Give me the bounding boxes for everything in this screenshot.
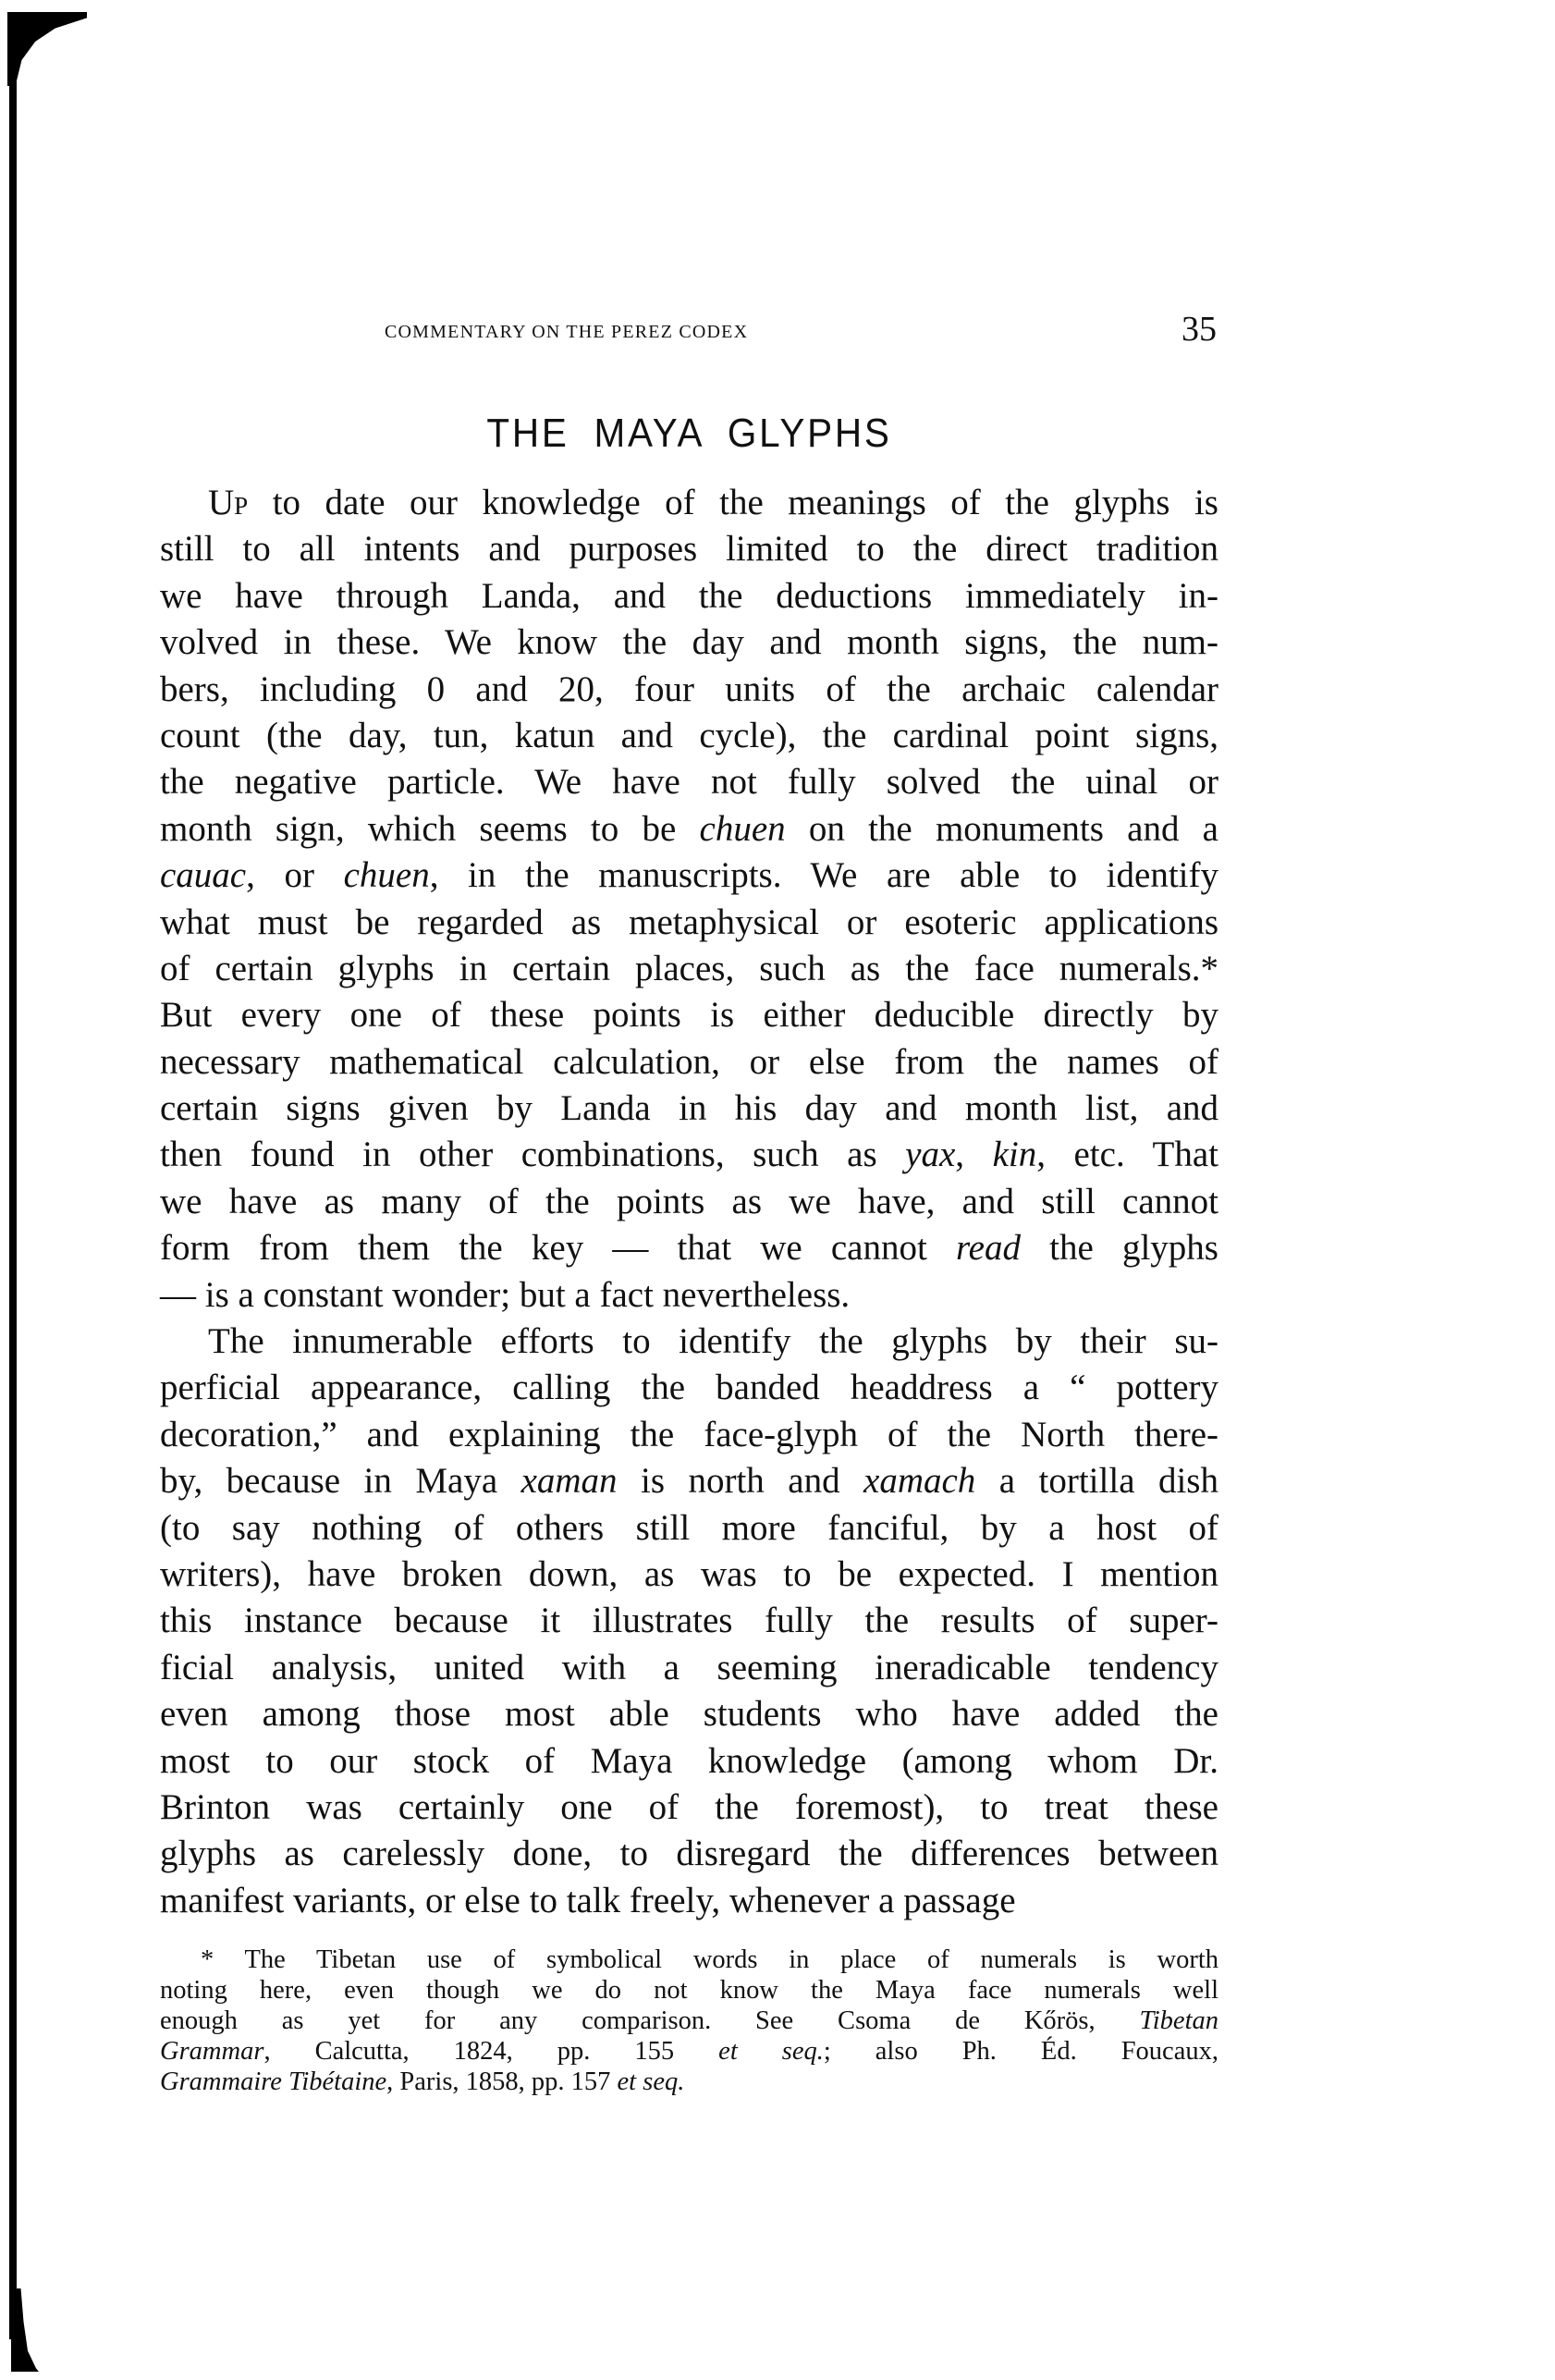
- text-run: certain signs given by Landa in his day and month list, and: [160, 1088, 1218, 1129]
- text-run: ,: [955, 1135, 993, 1175]
- text-run: perficial appearance, calling the banded headdress a “ pottery: [160, 1368, 1218, 1408]
- body-line: [160, 1505, 1218, 1552]
- body-line: [160, 480, 1218, 526]
- body-line: [160, 526, 1218, 572]
- body-line: [160, 1738, 1218, 1785]
- footnote-line: [160, 2006, 1218, 2036]
- text-run: Brinton was certainly one of the foremost), to treat these: [160, 1786, 1218, 1827]
- scan-border-top-corner: [7, 12, 87, 86]
- text-run: volved in these. We know the day and month signs, the num-: [160, 622, 1218, 663]
- text-run: we have through Landa, and the deductions immediately in-: [160, 575, 1218, 616]
- text-run: count (the day, tun, katun and cycle), the cardinal point signs,: [160, 715, 1218, 755]
- text-run: this instance because it illustrates fully the results of super-: [160, 1601, 1218, 1641]
- text-run: most to our stock of Maya knowledge (among whom Dr.: [160, 1740, 1218, 1781]
- body-line: [160, 1831, 1218, 1877]
- italic-term: yax: [905, 1135, 956, 1175]
- text-run: , Paris, 1858, pp. 157: [386, 2067, 618, 2096]
- body-line: [160, 1272, 1218, 1319]
- body-line: [160, 900, 1218, 946]
- text-run: a tortilla dish: [975, 1461, 1218, 1502]
- italic-term: cauac: [160, 855, 247, 896]
- text-run: by, because in Maya: [160, 1461, 521, 1502]
- italic-term: chuen: [343, 855, 430, 896]
- body-line: [160, 1691, 1218, 1737]
- running-head-title: COMMENTARY ON THE PEREZ CODEX: [385, 322, 749, 342]
- italic-term: xamach: [863, 1461, 976, 1502]
- body-line: [160, 1039, 1218, 1086]
- text-run: But every one of these points is either deducible directly by: [160, 995, 1218, 1036]
- text-run: , or: [246, 855, 344, 896]
- footnote-line: [160, 2036, 1218, 2067]
- body-line: [160, 1086, 1218, 1132]
- italic-term: et seq.: [718, 2037, 824, 2066]
- body-line: [160, 620, 1218, 666]
- italic-term: chuen: [699, 808, 786, 849]
- body-line: [160, 713, 1218, 759]
- italic-term: Grammar: [160, 2037, 264, 2066]
- section-title: THE MAYA GLYPHS: [486, 411, 892, 456]
- body-line: [160, 1412, 1218, 1458]
- body-line: [160, 806, 1218, 853]
- body-line: [160, 1878, 1218, 1924]
- text-run: of certain glyphs in certain places, such as the face numerals.*: [160, 948, 1218, 988]
- footnote: [160, 1944, 1218, 2097]
- text-run: even among those most able students who have added the: [160, 1694, 1218, 1735]
- body-line: [160, 1598, 1218, 1644]
- body-line: [160, 1645, 1218, 1691]
- text-run: form from them the key — that we cannot: [160, 1228, 956, 1269]
- body-line: [160, 853, 1218, 899]
- body-line: [160, 1132, 1218, 1178]
- text-run: , Calcutta, 1824, pp. 155: [263, 2037, 719, 2066]
- body-line: [160, 759, 1218, 805]
- body-line: [160, 1319, 1218, 1365]
- text-run: is north and: [617, 1461, 864, 1502]
- text-run: enough as yet for any comparison. See Csoma de Kőrös,: [160, 2006, 1140, 2035]
- italic-term: xaman: [520, 1461, 618, 1502]
- body-line: [160, 1179, 1218, 1225]
- text-run: we have as many of the points as we have, and still cannot: [160, 1181, 1218, 1221]
- italic-term: Grammaire Tibétaine: [160, 2067, 387, 2096]
- body-text: [160, 480, 1218, 1924]
- text-run: — is a constant wonder; but a fact nevertheless.: [160, 1274, 851, 1315]
- text-run: to date our knowledge of the meanings of the glyphs is: [248, 483, 1218, 522]
- text-run: The innumerable efforts to identify the glyphs by their su-: [208, 1321, 1218, 1362]
- body-line: [160, 1225, 1218, 1271]
- body-line: [160, 573, 1218, 620]
- text-run: (to say nothing of others still more fanciful, by a host of: [160, 1507, 1218, 1548]
- text-run: writers), have broken down, as was to be expected. I mention: [160, 1553, 1218, 1594]
- text-run: glyphs as carelessly done, to disregard the differences between: [160, 1834, 1218, 1874]
- running-head: [160, 310, 1218, 349]
- text-run: month sign, which seems to be: [160, 808, 700, 849]
- footnote-line: [160, 2067, 1218, 2097]
- text-run: the glyphs: [1021, 1228, 1218, 1269]
- text-run: ; also Ph. Éd. Foucaux,: [823, 2037, 1218, 2066]
- text-run: necessary mathematical calculation, or else from the names of: [160, 1041, 1218, 1082]
- text-run: Up: [208, 483, 249, 522]
- text-run: decoration,” and explaining the face-glyph of the North there-: [160, 1414, 1218, 1454]
- body-line: [160, 1458, 1218, 1504]
- text-run: still to all intents and purposes limited to the direct tradition: [160, 529, 1218, 570]
- text-run: bers, including 0 and 20, four units of the archaic calendar: [160, 669, 1218, 709]
- text-run: the negative particle. We have not fully solved the uinal or: [160, 762, 1218, 803]
- scan-border-bottom-corner: [11, 2288, 39, 2372]
- footnote-line: [160, 1944, 1218, 1975]
- italic-term: kin: [992, 1135, 1037, 1175]
- footnote-line: [160, 1975, 1218, 2006]
- italic-term: read: [955, 1228, 1021, 1269]
- body-line: [160, 1785, 1218, 1831]
- body-line: [160, 946, 1218, 992]
- text-run: * The Tibetan use of symbolical words in place of numerals is worth: [201, 1945, 1218, 1974]
- body-line: [160, 1552, 1218, 1598]
- body-line: [160, 667, 1218, 713]
- body-line: [160, 992, 1218, 1038]
- scan-border-left: [9, 37, 17, 2339]
- text-run: ficial analysis, united with a seeming ineradicable tendency: [160, 1647, 1218, 1687]
- text-run: manifest variants, or else to talk freely, whenever a passage: [160, 1880, 1016, 1920]
- text-run: , in the manuscripts. We are able to identify: [429, 855, 1218, 896]
- text-run: noting here, even though we do not know the Maya face numerals well: [160, 1976, 1218, 2005]
- text-run: on the monuments and a: [785, 808, 1218, 849]
- text-run: what must be regarded as metaphysical or esoteric applications: [160, 902, 1218, 942]
- body-line: [160, 1365, 1218, 1411]
- italic-term: Tibetan: [1139, 2006, 1218, 2035]
- text-run: then found in other combinations, such as: [160, 1135, 906, 1175]
- italic-term: et seq.: [617, 2067, 685, 2096]
- page-number: 35: [1182, 310, 1217, 349]
- text-run: , etc. That: [1036, 1135, 1218, 1175]
